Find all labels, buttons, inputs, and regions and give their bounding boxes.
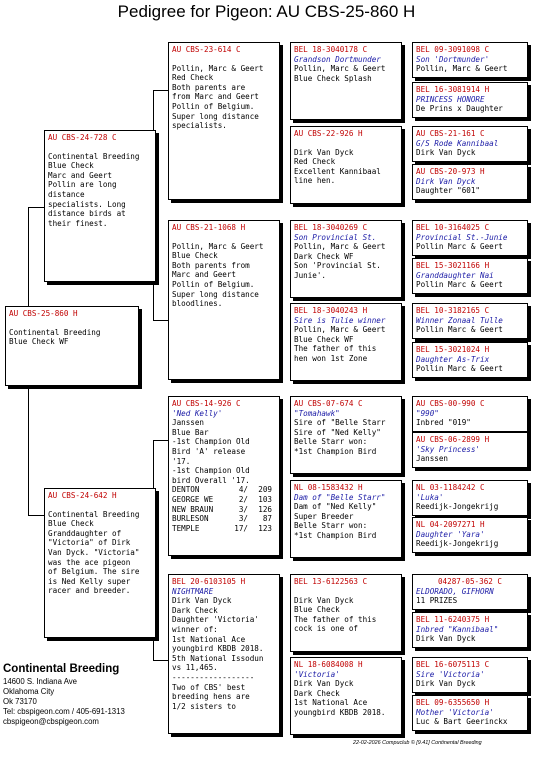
breeder-name: Dirk Van Dyck <box>294 147 354 157</box>
note-line: Super long distance <box>172 111 259 121</box>
ring-number: BEL 11-6240375 H <box>416 615 490 624</box>
ring-number: BEL 16-3081914 H <box>416 85 490 94</box>
pigeon-card-sire-sire[interactable] <box>168 42 280 200</box>
breeder-name: Dirk Van Dyck <box>294 679 354 689</box>
ring-number: AU CBS-07-674 C <box>294 399 363 408</box>
note-line: Belle Starr won: <box>294 521 368 531</box>
pigeon-nickname: Mother 'Victoria' <box>416 707 494 717</box>
breeder-name: Pollin, Marc & Geert <box>416 64 508 74</box>
pigeon-nickname: G/S Rode Kannibaal <box>416 138 499 148</box>
note-line: youngbird KBDB 2018. <box>172 644 264 654</box>
note-line: racer and breeder. <box>48 586 131 596</box>
note-line: distance birds at <box>48 209 126 219</box>
ring-number: BEL 15-3021166 H <box>416 261 490 270</box>
note-line: The father of this <box>294 614 377 624</box>
note-line: *1st Champion Bird <box>294 530 377 540</box>
note-line: Pollin of Belgium. <box>172 279 255 289</box>
note-line: Dark Check <box>172 605 218 615</box>
note-line: Sire of "Belle Starr <box>294 418 386 428</box>
ring-number: BEL 15-3021024 H <box>416 345 490 354</box>
pigeon-card-g12[interactable] <box>412 517 528 553</box>
breeder-name: Dirk Van Dyck <box>416 148 476 158</box>
breeder-name: Continental Breeding <box>9 327 101 337</box>
breeder-name: Pollin, Marc & Geert <box>294 325 386 335</box>
breeder-address: 14600 S. Indiana Ave <box>3 677 77 686</box>
breeder-name: Reedijk-Jongekrijg <box>416 539 499 549</box>
pigeon-card-g2[interactable] <box>412 82 528 118</box>
ring-number: 04287-05-362 C <box>437 577 502 586</box>
pigeon-nickname: "Tomahawk" <box>294 408 340 418</box>
note-line: from Marc and Geert <box>172 92 259 102</box>
pigeon-card-g11[interactable] <box>412 480 528 516</box>
pigeon-card-ssd[interactable] <box>290 126 402 204</box>
ring-number: AU CBS-06-2899 H <box>416 435 490 444</box>
breeder-name: Dirk Van Dyck <box>416 679 476 689</box>
footer-text: 22-02-2026 Compuclub © [9.41] Continental Breeding <box>353 740 482 746</box>
breeder-name: Inbred "019" <box>416 418 471 428</box>
ring-number: NL 03-1184242 C <box>416 483 485 492</box>
pigeon-nickname: Sire is Tulie winner <box>294 315 386 325</box>
note-line: vs 11,465. <box>172 663 218 673</box>
breeder-name: Pollin, Marc & Geert <box>172 241 264 251</box>
connector-line <box>28 515 44 516</box>
pigeon-nickname: PRINCESS HONORE <box>416 94 485 104</box>
note-line: 5th National Issodun <box>172 653 264 663</box>
note-line: -1st Champion Old <box>172 466 250 476</box>
pigeon-nickname: Winner Zonaal Tulle <box>416 315 503 325</box>
pigeon-nickname: 'Sky Princess' <box>416 444 481 454</box>
pigeon-card-sds[interactable] <box>290 220 402 298</box>
pigeon-card-g8[interactable] <box>412 342 528 378</box>
ring-number: AU CBS-21-1068 H <box>172 223 246 232</box>
breeder-name: Pollin Marc & Geert <box>416 280 503 290</box>
race-result-row: BURLESON 3/ 87 <box>172 514 272 524</box>
ring-number: AU CBS-20-973 H <box>416 167 485 176</box>
pigeon-card-sdd[interactable] <box>290 303 402 381</box>
note-line: Sire of "Ned Kelly" <box>294 427 381 437</box>
ring-number: BEL 18-3040269 C <box>294 223 368 232</box>
color-text: Dark Check <box>294 688 340 698</box>
pigeon-card-g13[interactable] <box>412 574 528 610</box>
note-line: cock is one of <box>294 624 359 634</box>
pigeon-nickname: Dirk Van Dyck <box>416 176 476 186</box>
race-result-row: TEMPLE 17/ 123 <box>172 523 272 533</box>
note-line: Granddaughter of <box>48 528 122 538</box>
color-text: Red Check <box>294 157 336 167</box>
note-line: is Ned Kelly super <box>48 576 131 586</box>
note-line: Belle Starr won: <box>294 437 368 447</box>
breeder-name: Pollin Marc & Geert <box>416 242 503 252</box>
race-result-row: DENTON 4/ 209 <box>172 485 272 495</box>
pigeon-nickname: ELDORADO, GIFHORN <box>416 586 494 596</box>
pigeon-nickname: Dam of "Belle Starr" <box>294 492 386 502</box>
pigeon-card-g6[interactable] <box>412 258 528 294</box>
pigeon-card-sire[interactable] <box>44 130 156 282</box>
note-line: distance <box>48 189 85 199</box>
note-line: of Belgium. The sire <box>48 567 140 577</box>
breeder-email[interactable]: cbspigeon@cbspigeon.com <box>3 717 99 726</box>
color-text: Blue Check WF <box>294 334 354 344</box>
note-line: bloodlines. <box>172 299 223 309</box>
pigeon-card-g5[interactable] <box>412 220 528 256</box>
pigeon-card-g1[interactable] <box>412 42 528 78</box>
breeder-name: Dirk Van Dyck <box>294 595 354 605</box>
ring-number: BEL 13-6122563 C <box>294 577 368 586</box>
pigeon-card-g4[interactable] <box>412 164 528 200</box>
pigeon-nickname: Grandson Dortmunder <box>294 54 381 64</box>
note-line: Blue Bar <box>172 427 209 437</box>
ring-number: AU CBS-24-728 C <box>48 133 117 142</box>
note-line: Marc and Geert <box>172 270 237 280</box>
pigeon-nickname: Sire 'Victoria' <box>416 669 485 679</box>
pigeon-nickname: Provincial St.-Junie <box>416 232 508 242</box>
note-line: specialists. <box>172 121 227 131</box>
connector-line <box>153 440 168 441</box>
note-line: their finest. <box>48 218 108 228</box>
note-line: Blue Check <box>172 251 218 261</box>
breeder-title: Continental Breeding <box>3 663 120 675</box>
pigeon-card-g10[interactable] <box>412 432 528 468</box>
connector-line <box>153 320 168 321</box>
ring-number: BEL 18-3040243 H <box>294 306 368 315</box>
ring-number: BEL 09-6355650 H <box>416 698 490 707</box>
note-line: Blue Check <box>48 161 94 171</box>
pigeon-card-dss[interactable] <box>290 396 402 474</box>
connector-line <box>153 660 168 661</box>
ring-number: AU CBS-21-161 C <box>416 129 485 138</box>
note-line: breeding hens are <box>172 692 250 702</box>
color-text: Blue Check Splash <box>294 73 372 83</box>
note-line: winner of: <box>172 624 218 634</box>
color-text: Dark Check WF <box>294 251 354 261</box>
note-line: -1st Champion Old <box>172 437 250 447</box>
breeder-name: Pollin, Marc & Geert <box>172 63 264 73</box>
note-line: Super long distance <box>172 289 259 299</box>
note-line: hen won 1st Zone <box>294 353 368 363</box>
breeder-name: Pollin, Marc & Geert <box>294 64 386 74</box>
pigeon-nickname: 'Ned Kelly' <box>172 408 223 418</box>
breeder-name: Pollin Marc & Geert <box>416 325 503 335</box>
note-line: specialists. Long <box>48 199 126 209</box>
note-line: Marc and Geert <box>48 170 113 180</box>
breeder-city: Oklahoma City <box>3 687 55 696</box>
note-line: Junie'. <box>294 270 327 280</box>
pigeon-nickname: Granddaughter Nai <box>416 270 494 280</box>
note-line: Bird 'A' release <box>172 446 246 456</box>
ring-number: BEL 16-6075113 C <box>416 660 490 669</box>
note-line: line hen. <box>294 176 336 186</box>
note-line: bird Overall '17. <box>172 475 250 485</box>
connector-line <box>28 207 44 208</box>
ring-number: BEL 20-6103105 H <box>172 577 246 586</box>
ring-number: NL 18-6084008 H <box>294 660 363 669</box>
ring-number: AU CBS-25-860 H <box>9 309 78 318</box>
pigeon-card-sire-dam[interactable] <box>168 220 280 380</box>
note-line: Son 'Provincial St. <box>294 261 381 271</box>
ring-number: BEL 10-3182165 C <box>416 306 490 315</box>
note-line: Excellent Kannibaal <box>294 166 381 176</box>
pigeon-card-ddd[interactable] <box>290 657 402 735</box>
color-text: Blue Check <box>294 605 340 615</box>
breeder-name: Pollin Marc & Geert <box>416 364 503 374</box>
pigeon-card-g7[interactable] <box>412 303 528 339</box>
pigeon-nickname: 'Luka' <box>416 492 444 502</box>
color-text: Blue Check WF <box>9 337 69 347</box>
breeder-name: Janssen <box>416 454 449 464</box>
ring-number: AU CBS-00-990 C <box>416 399 485 408</box>
pigeon-card-g14[interactable] <box>412 612 528 648</box>
pigeon-card-dam-dam[interactable] <box>168 574 280 734</box>
breeder-name: Reedijk-Jongekrijg <box>416 502 499 512</box>
breeder-name: Dirk Van Dyck <box>416 634 476 644</box>
pigeon-card-dsd[interactable] <box>290 480 402 558</box>
pigeon-card-dam[interactable] <box>44 488 156 638</box>
race-result-row: NEW BRAUN 3/ 126 <box>172 504 272 514</box>
ring-number: AU CBS-24-642 H <box>48 491 117 500</box>
race-result-row: GEORGE WE 2/ 103 <box>172 494 272 504</box>
breeder-name: Continental Breeding <box>48 151 140 161</box>
note-line: youngbird KBDB 2018. <box>294 707 386 717</box>
note-line: "Victoria" of Dirk <box>48 538 131 548</box>
connector-line <box>153 90 168 91</box>
pigeon-card-g15[interactable] <box>412 657 528 693</box>
ring-number: BEL 18-3040178 C <box>294 45 368 54</box>
note-line: 1st National Ace <box>294 698 368 708</box>
note-line: '17. <box>172 456 191 466</box>
note-line: ------------------ <box>172 672 255 682</box>
pigeon-nickname: Inbred "Kannibaal" <box>416 624 499 634</box>
ring-number: NL 08-1583432 H <box>294 483 363 492</box>
note-line: was the ace pigeon <box>48 557 131 567</box>
ring-number: BEL 10-3164025 C <box>416 223 490 232</box>
ring-number: NL 04-2097271 H <box>416 520 485 529</box>
note-line: *1st Champion Bird <box>294 446 377 456</box>
breeder-name: Continental Breeding <box>48 509 140 519</box>
breeder-phone[interactable]: Tel: cbspigeon.com / 405-691-1313 <box>3 707 125 716</box>
note-line: 1st National Ace <box>172 634 246 644</box>
note-line: Van Dyck. "Victoria" <box>48 547 140 557</box>
note-line: Dam of "Ned Kelly" <box>294 502 377 512</box>
pigeon-nickname: NIGHTMARE <box>172 586 214 596</box>
breeder-name: 11 PRIZES <box>416 596 458 606</box>
pigeon-nickname: Son 'Dortmunder' <box>416 54 490 64</box>
note-line: Both parents from <box>172 260 250 270</box>
pigeon-card-dds[interactable] <box>290 574 402 652</box>
pigeon-nickname: 'Victoria' <box>294 669 340 679</box>
breeder-state: Ok 73170 <box>3 697 37 706</box>
pigeon-card-subject[interactable] <box>5 306 139 386</box>
pigeon-nickname: Daughter As-Trix <box>416 354 490 364</box>
breeder-name: Pollin, Marc & Geert <box>294 242 386 252</box>
breeder-info <box>3 662 163 727</box>
note-line: 1/2 sisters to <box>172 701 237 711</box>
page-title: Pedigree for Pigeon: AU CBS-25-860 H <box>117 2 416 21</box>
pigeon-nickname: Son Provincial St. <box>294 232 377 242</box>
pigeon-card-g9[interactable] <box>412 396 528 432</box>
pigeon-card-dam-sire[interactable] <box>168 396 280 556</box>
breeder-name: Janssen <box>172 418 205 428</box>
note-line: Pollin are long <box>48 180 117 190</box>
ring-number: BEL 09-3091098 C <box>416 45 490 54</box>
breeder-name: Dirk Van Dyck <box>172 596 232 606</box>
note-line: The father of this <box>294 344 377 354</box>
breeder-name: Luc & Bart Geerinckx <box>416 717 508 727</box>
pigeon-card-sss[interactable] <box>290 42 402 120</box>
note-line: Daughter 'Victoria' <box>172 615 259 625</box>
note-line: Super Breeder <box>294 511 354 521</box>
breeder-name: De Prins x Daughter <box>416 104 503 114</box>
note-line: Two of CBS' best <box>172 682 246 692</box>
pigeon-nickname: Daughter 'Yara' <box>416 529 485 539</box>
note-line: Red Check <box>172 73 214 83</box>
pigeon-card-g3[interactable] <box>412 126 528 162</box>
note-line: Blue Check <box>48 519 94 529</box>
pigeon-card-g16[interactable] <box>412 695 528 731</box>
ring-number: AU CBS-14-926 C <box>172 399 241 408</box>
ring-number: AU CBS-22-926 H <box>294 129 363 138</box>
ring-number: AU CBS-23-614 C <box>172 45 241 54</box>
note-line: Pollin of Belgium. <box>172 101 255 111</box>
breeder-name: Daughter "601" <box>416 186 481 196</box>
note-line: Both parents are <box>172 82 246 92</box>
pigeon-nickname: "990" <box>416 408 439 418</box>
